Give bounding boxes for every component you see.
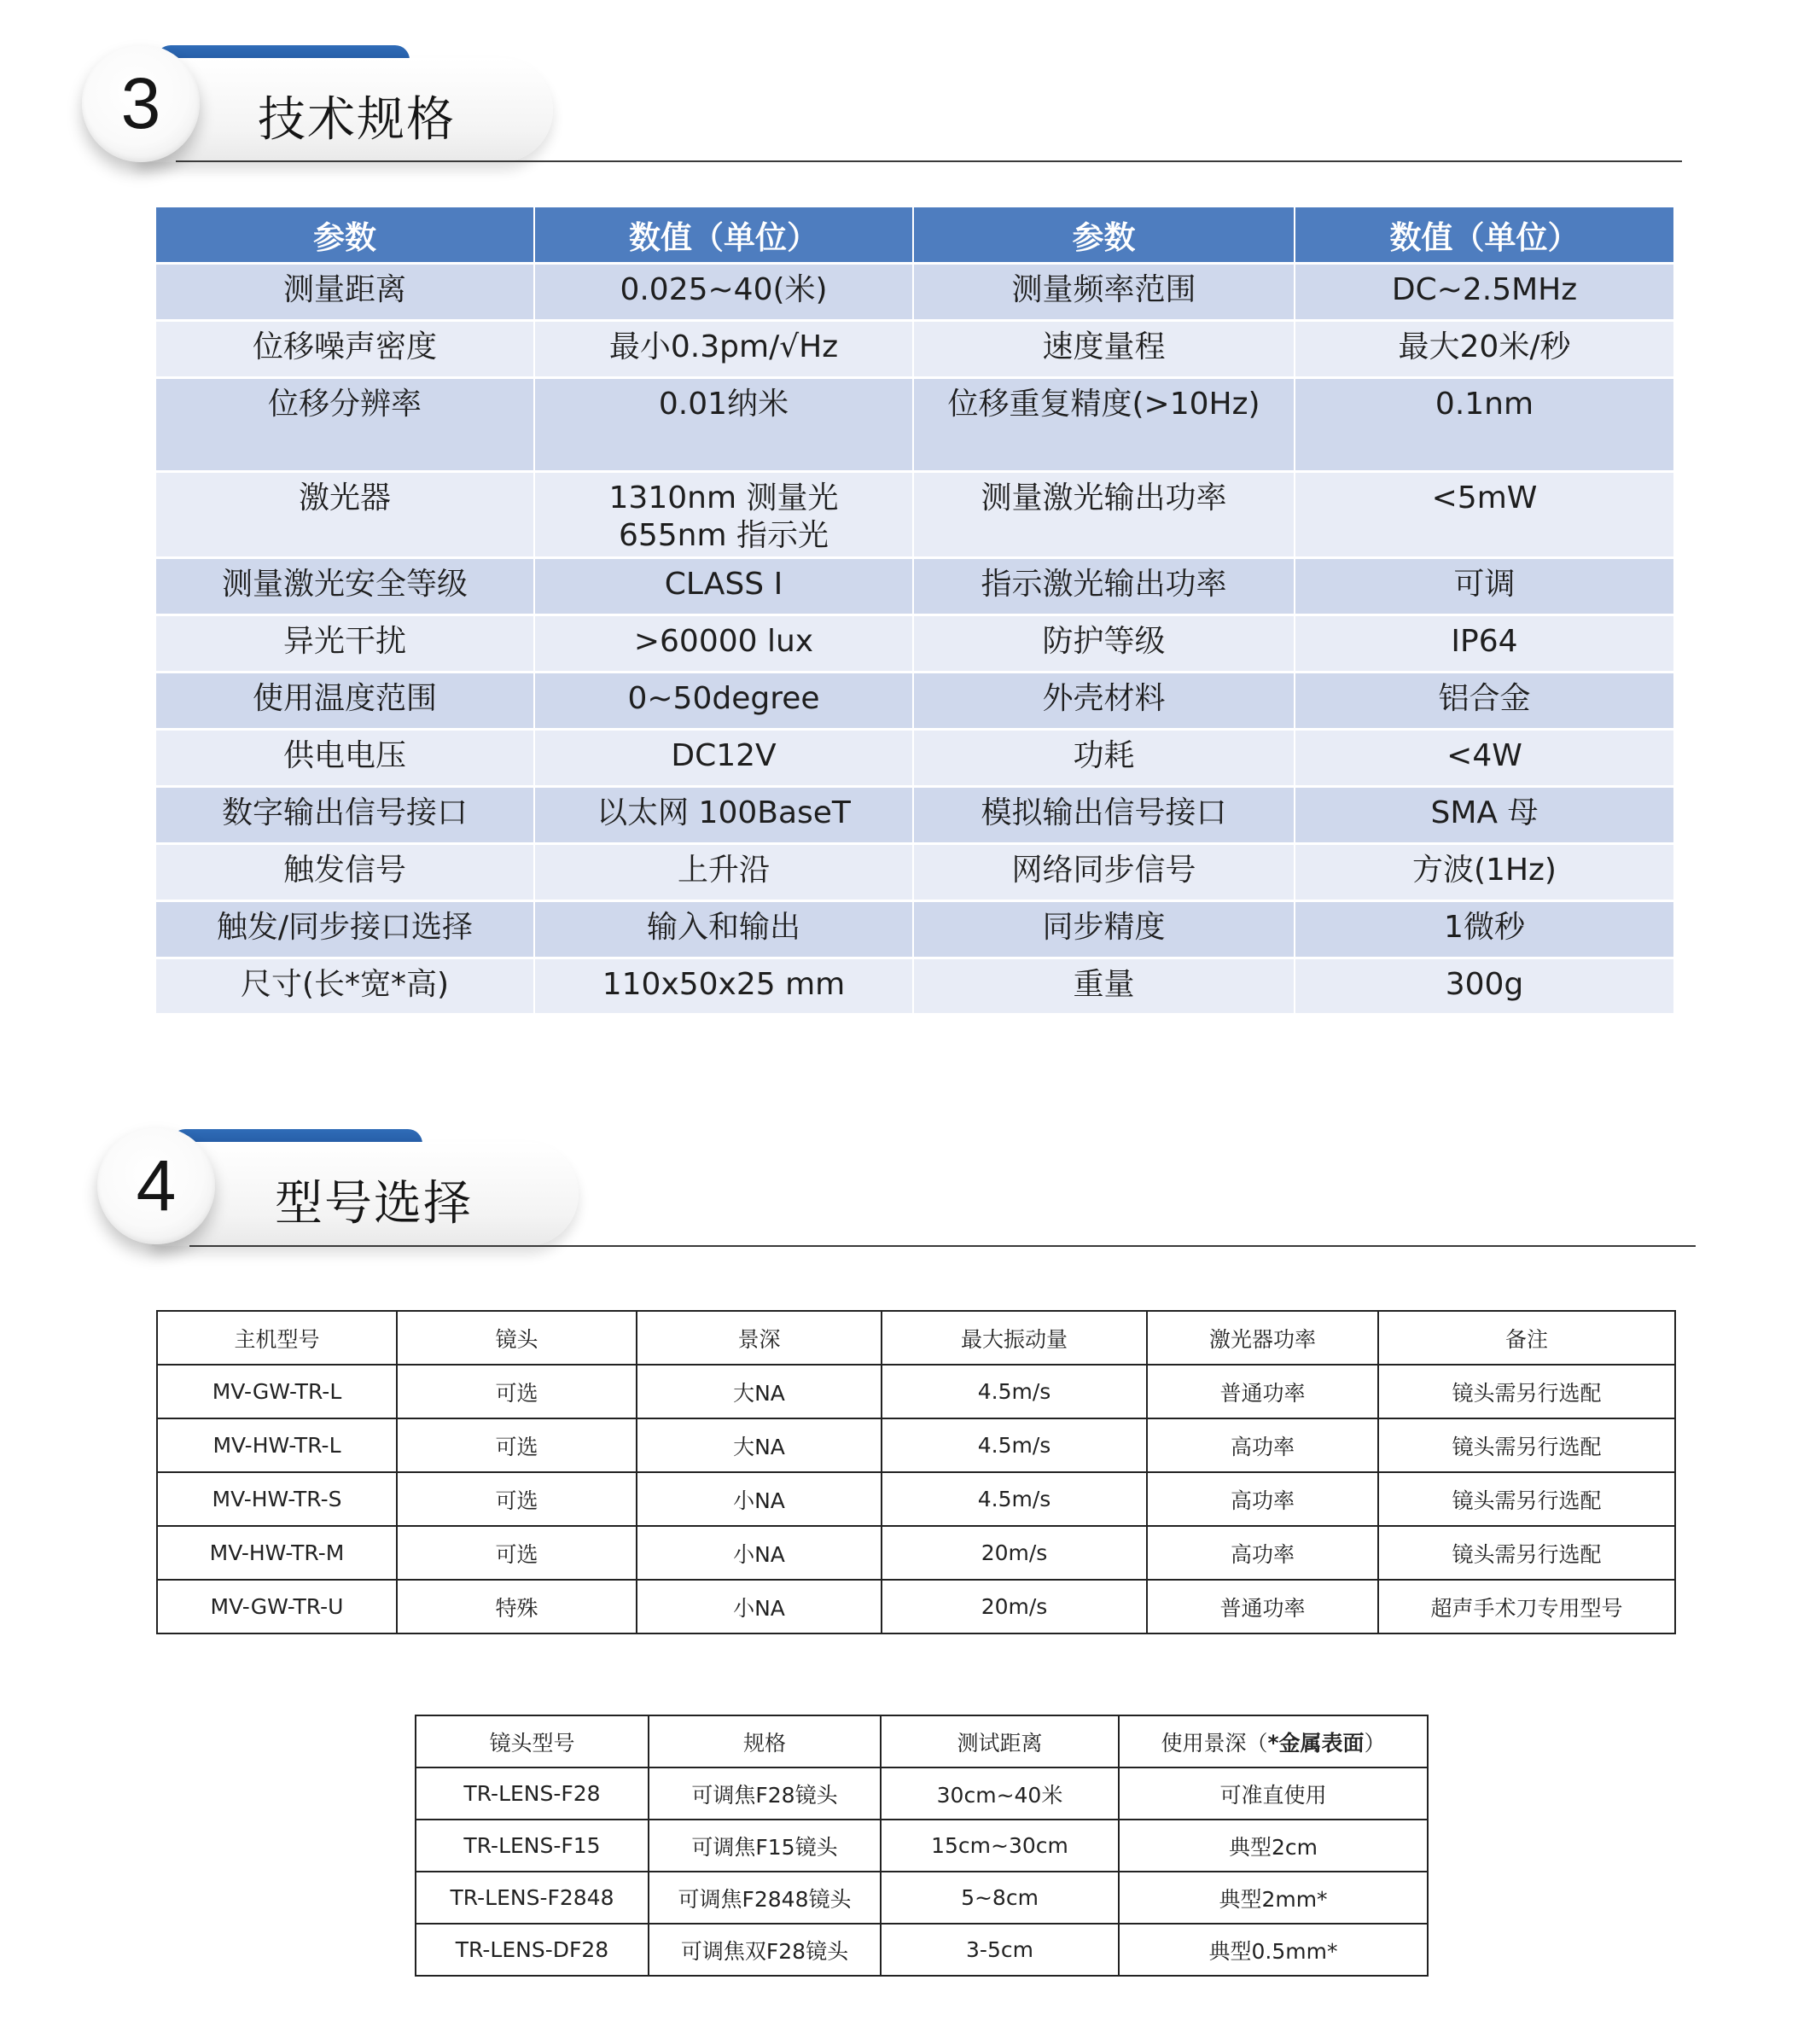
spec-param-cell: 测量激光安全等级 [156,558,534,615]
host-cell: 小NA [637,1472,882,1526]
section-number: 4 [136,1144,177,1226]
spec-param-cell: 数字输出信号接口 [156,787,534,844]
section-number-badge [82,44,200,162]
host-header-cell: 镜头 [397,1311,637,1365]
spec-value-cell: 300g [1295,958,1673,1013]
host-cell: 镜头需另行选配 [1378,1365,1675,1418]
spec-value-cell: 0.01纳米 [534,378,913,472]
spec-param-cell: 触发信号 [156,844,534,901]
spec-value-cell: <4W [1295,730,1673,787]
lens-cell: 典型2cm [1119,1820,1428,1872]
lens-cell: 30cm~40米 [881,1767,1119,1820]
host-header-cell: 主机型号 [157,1311,397,1365]
spec-param-cell: 模拟输出信号接口 [913,787,1295,844]
lens-cell: 典型2mm* [1119,1872,1428,1924]
spec-param-cell: 激光器 [156,472,534,558]
host-cell: 4.5m/s [882,1472,1147,1526]
header-emphasis: *金属表面 [1267,1730,1365,1756]
spec-param-cell: 位移分辨率 [156,378,534,472]
spec-table [156,207,1673,1013]
host-cell: 可选 [397,1472,637,1526]
spec-value-cell: <5mW [1295,472,1673,558]
spec-row [156,472,1673,558]
host-cell: 镜头需另行选配 [1378,1418,1675,1472]
section-number-badge [97,1127,215,1244]
spec-param-cell: 测量激光输出功率 [913,472,1295,558]
spec-value-cell: DC~2.5MHz [1295,264,1673,321]
host-header-cell: 最大振动量 [882,1311,1147,1365]
spec-param-cell: 测量距离 [156,264,534,321]
spec-param-cell: 尺寸(长*宽*高) [156,958,534,1013]
spec-value-cell: 方波(1Hz) [1295,844,1673,901]
host-cell: 可选 [397,1418,637,1472]
host-cell: 小NA [637,1526,882,1580]
spec-value-cell: SMA 母 [1295,787,1673,844]
host-cell: 高功率 [1147,1472,1378,1526]
spec-param-cell: 外壳材料 [913,673,1295,730]
spec-row [156,615,1673,673]
spec-row [156,901,1673,958]
host-row [157,1526,1675,1580]
host-cell: MV-GW-TR-L [157,1365,397,1418]
host-header-cell: 景深 [637,1311,882,1365]
section-title: 型号选择 [275,1176,473,1232]
lens-header-cell: 镜头型号 [416,1715,649,1767]
spec-param-cell: 使用温度范围 [156,673,534,730]
spec-value-cell: CLASS I [534,558,913,615]
spec-param-cell: 速度量程 [913,321,1295,378]
section-title: 技术规格 [258,92,456,148]
host-cell: 超声手术刀专用型号 [1378,1580,1675,1633]
host-cell: 20m/s [882,1580,1147,1633]
lens-cell: TR-LENS-F28 [416,1767,649,1820]
host-cell: 特殊 [397,1580,637,1633]
spec-param-cell: 供电电压 [156,730,534,787]
host-cell: 20m/s [882,1526,1147,1580]
spec-row [156,844,1673,901]
spec-row [156,958,1673,1013]
spec-param-cell: 触发/同步接口选择 [156,901,534,958]
lens-row [416,1820,1428,1872]
spec-param-cell: 同步精度 [913,901,1295,958]
spec-param-cell: 指示激光输出功率 [913,558,1295,615]
lens-cell: 可调焦F15镜头 [649,1820,881,1872]
host-header-row [157,1311,1675,1365]
spec-header-value: 数值（单位） [534,207,913,264]
spec-row [156,787,1673,844]
host-row [157,1580,1675,1633]
lens-cell: 可调焦F28镜头 [649,1767,881,1820]
host-cell: MV-HW-TR-L [157,1418,397,1472]
section-divider [189,1245,1696,1247]
spec-value-cell: 0.025~40(米) [534,264,913,321]
spec-param-cell: 重量 [913,958,1295,1013]
host-cell: 4.5m/s [882,1418,1147,1472]
spec-header-param: 参数 [156,207,534,264]
lens-header-row [416,1715,1428,1767]
lens-cell: TR-LENS-F15 [416,1820,649,1872]
spec-param-cell: 功耗 [913,730,1295,787]
lens-row [416,1872,1428,1924]
spec-value-cell: >60000 lux [534,615,913,673]
lens-header-cell-depth [1119,1715,1428,1767]
lens-row [416,1767,1428,1820]
lens-cell: 15cm~30cm [881,1820,1119,1872]
host-cell: 大NA [637,1365,882,1418]
spec-row [156,378,1673,472]
spec-header-value: 数值（单位） [1295,207,1673,264]
spec-value-cell: 0.1nm [1295,378,1673,472]
spec-value-cell: 铝合金 [1295,673,1673,730]
host-cell: 高功率 [1147,1526,1378,1580]
spec-param-cell: 位移噪声密度 [156,321,534,378]
lens-cell: 可调焦双F28镜头 [649,1924,881,1976]
lens-cell: TR-LENS-F2848 [416,1872,649,1924]
header-text: ） [1364,1730,1386,1756]
section-divider [176,160,1682,162]
lens-header-cell: 规格 [649,1715,881,1767]
lens-cell: 5~8cm [881,1872,1119,1924]
header-text: 使用景深（ [1161,1730,1268,1756]
host-cell: 小NA [637,1580,882,1633]
spec-param-cell: 防护等级 [913,615,1295,673]
section-number: 3 [120,62,161,143]
spec-row [156,730,1673,787]
spec-param-cell: 测量频率范围 [913,264,1295,321]
host-cell: MV-HW-TR-S [157,1472,397,1526]
lens-header-cell: 测试距离 [881,1715,1119,1767]
spec-value-cell: 输入和输出 [534,901,913,958]
spec-row [156,558,1673,615]
lens-cell: 可调焦F2848镜头 [649,1872,881,1924]
spec-param-cell: 异光干扰 [156,615,534,673]
spec-value-cell: 以太网 100BaseT [534,787,913,844]
spec-value-cell: 上升沿 [534,844,913,901]
spec-value-cell: 1310nm 测量光 655nm 指示光 [534,472,913,558]
host-cell: 普通功率 [1147,1580,1378,1633]
host-row [157,1472,1675,1526]
spec-value-cell: 110x50x25 mm [534,958,913,1013]
lens-row [416,1924,1428,1976]
lens-model-table [415,1715,1429,1977]
host-cell: 可选 [397,1365,637,1418]
host-row [157,1365,1675,1418]
host-header-cell: 备注 [1378,1311,1675,1365]
spec-value-cell: 0~50degree [534,673,913,730]
spec-row [156,673,1673,730]
spec-header-row [156,207,1673,264]
spec-row [156,321,1673,378]
spec-value-cell: 1微秒 [1295,901,1673,958]
lens-cell: 典型0.5mm* [1119,1924,1428,1976]
host-model-table [156,1310,1676,1634]
spec-param-cell: 网络同步信号 [913,844,1295,901]
host-cell: 镜头需另行选配 [1378,1526,1675,1580]
host-cell: MV-GW-TR-U [157,1580,397,1633]
lens-cell: TR-LENS-DF28 [416,1924,649,1976]
host-header-cell: 激光器功率 [1147,1311,1378,1365]
spec-header-param: 参数 [913,207,1295,264]
spec-value-cell: DC12V [534,730,913,787]
spec-value-cell: 最小0.3pm/√Hz [534,321,913,378]
host-cell: 4.5m/s [882,1365,1147,1418]
spec-value-cell: 最大20米/秒 [1295,321,1673,378]
host-cell: 镜头需另行选配 [1378,1472,1675,1526]
spec-row [156,264,1673,321]
spec-value-cell: 可调 [1295,558,1673,615]
spec-value-cell: IP64 [1295,615,1673,673]
spec-param-cell: 位移重复精度(>10Hz) [913,378,1295,472]
host-row [157,1418,1675,1472]
lens-cell: 可准直使用 [1119,1767,1428,1820]
host-cell: 普通功率 [1147,1365,1378,1418]
lens-cell: 3-5cm [881,1924,1119,1976]
host-cell: MV-HW-TR-M [157,1526,397,1580]
host-cell: 大NA [637,1418,882,1472]
host-cell: 高功率 [1147,1418,1378,1472]
host-cell: 可选 [397,1526,637,1580]
